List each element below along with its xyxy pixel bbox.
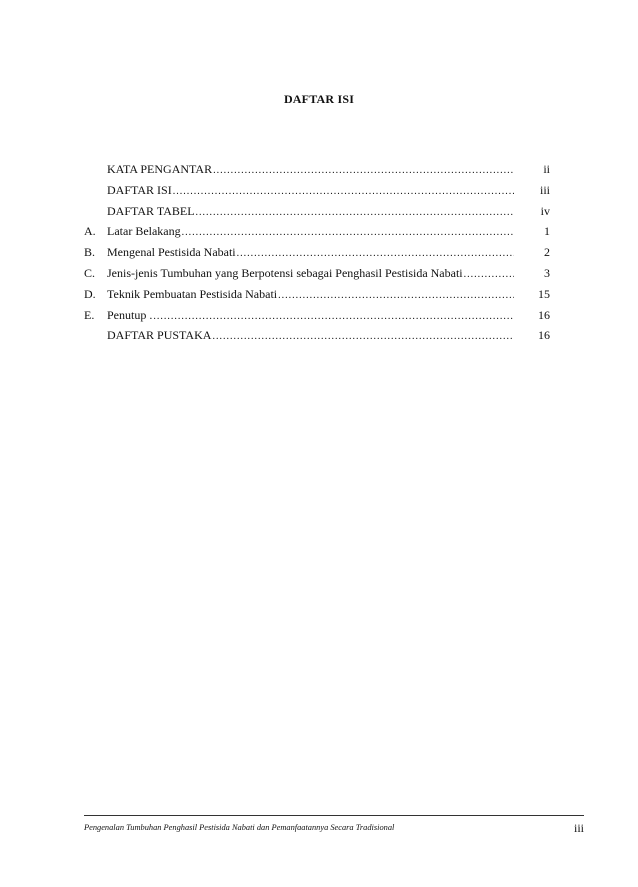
toc-entry-page: 16 xyxy=(538,328,550,343)
page-title: DAFTAR ISI xyxy=(283,92,355,106)
toc-entry[interactable] xyxy=(84,308,550,329)
toc-entry-label: DAFTAR PUSTAKA xyxy=(107,328,212,343)
toc-leader-dots xyxy=(213,165,514,176)
toc-entry[interactable] xyxy=(84,224,550,245)
toc-entry-letter: A. xyxy=(84,224,96,239)
toc-entry-letter: D. xyxy=(84,286,96,301)
toc-entry-label: DAFTAR ISI xyxy=(107,182,172,197)
toc-entry-page: 16 xyxy=(538,307,550,322)
toc-entry-label: KATA PENGANTAR xyxy=(107,162,213,176)
toc-entry-letter: E. xyxy=(84,307,95,322)
toc-entry-page: iii xyxy=(539,182,550,197)
table-of-contents xyxy=(84,162,550,349)
footer-rule xyxy=(84,815,584,816)
toc-entry-page: 2 xyxy=(544,245,550,260)
toc-entry-label: Penutup . xyxy=(107,307,153,322)
toc-entry-page: 15 xyxy=(538,286,550,301)
toc-entry[interactable] xyxy=(84,328,550,349)
toc-entry-label: Mengenal Pestisida Nabati xyxy=(107,245,236,260)
toc-entry-letter: B. xyxy=(84,245,96,260)
toc-leader-dots xyxy=(173,186,514,197)
toc-leader-dots xyxy=(278,290,514,301)
toc-leader-dots xyxy=(212,331,514,342)
toc-entry-label: Teknik Pembuatan Pestisida Nabati xyxy=(107,286,278,301)
toc-entry-label: Jenis-jenis Tumbuhan yang Berpotensi sebagai Penghasil Pestisida Nabati xyxy=(107,265,463,280)
toc-entry[interactable] xyxy=(84,183,550,204)
footer-text: Pengenalan Tumbuhan Penghasil Pestisida Nabati dan Pemanfaatannya Secara Tradisional xyxy=(84,823,395,832)
toc-entry-page: ii xyxy=(543,162,550,176)
toc-leader-dots xyxy=(196,207,514,218)
toc-entry-label: DAFTAR TABEL xyxy=(107,203,195,218)
toc-entry-label: Latar Belakang xyxy=(107,224,181,239)
toc-entry[interactable] xyxy=(84,245,550,266)
toc-entry-letter: C. xyxy=(84,265,96,280)
toc-leader-dots xyxy=(153,311,514,322)
toc-leader-dots xyxy=(464,269,514,280)
toc-entry[interactable] xyxy=(84,162,550,183)
toc-entry-page: 1 xyxy=(544,224,550,239)
toc-leader-dots xyxy=(182,227,514,238)
toc-entry[interactable] xyxy=(84,287,550,308)
footer-page-number: iii xyxy=(573,821,584,835)
toc-entry-page: iv xyxy=(540,203,550,218)
toc-entry[interactable] xyxy=(84,204,550,225)
toc-leader-dots xyxy=(237,248,514,259)
toc-entry-page: 3 xyxy=(544,265,550,280)
toc-entry[interactable] xyxy=(84,266,550,287)
